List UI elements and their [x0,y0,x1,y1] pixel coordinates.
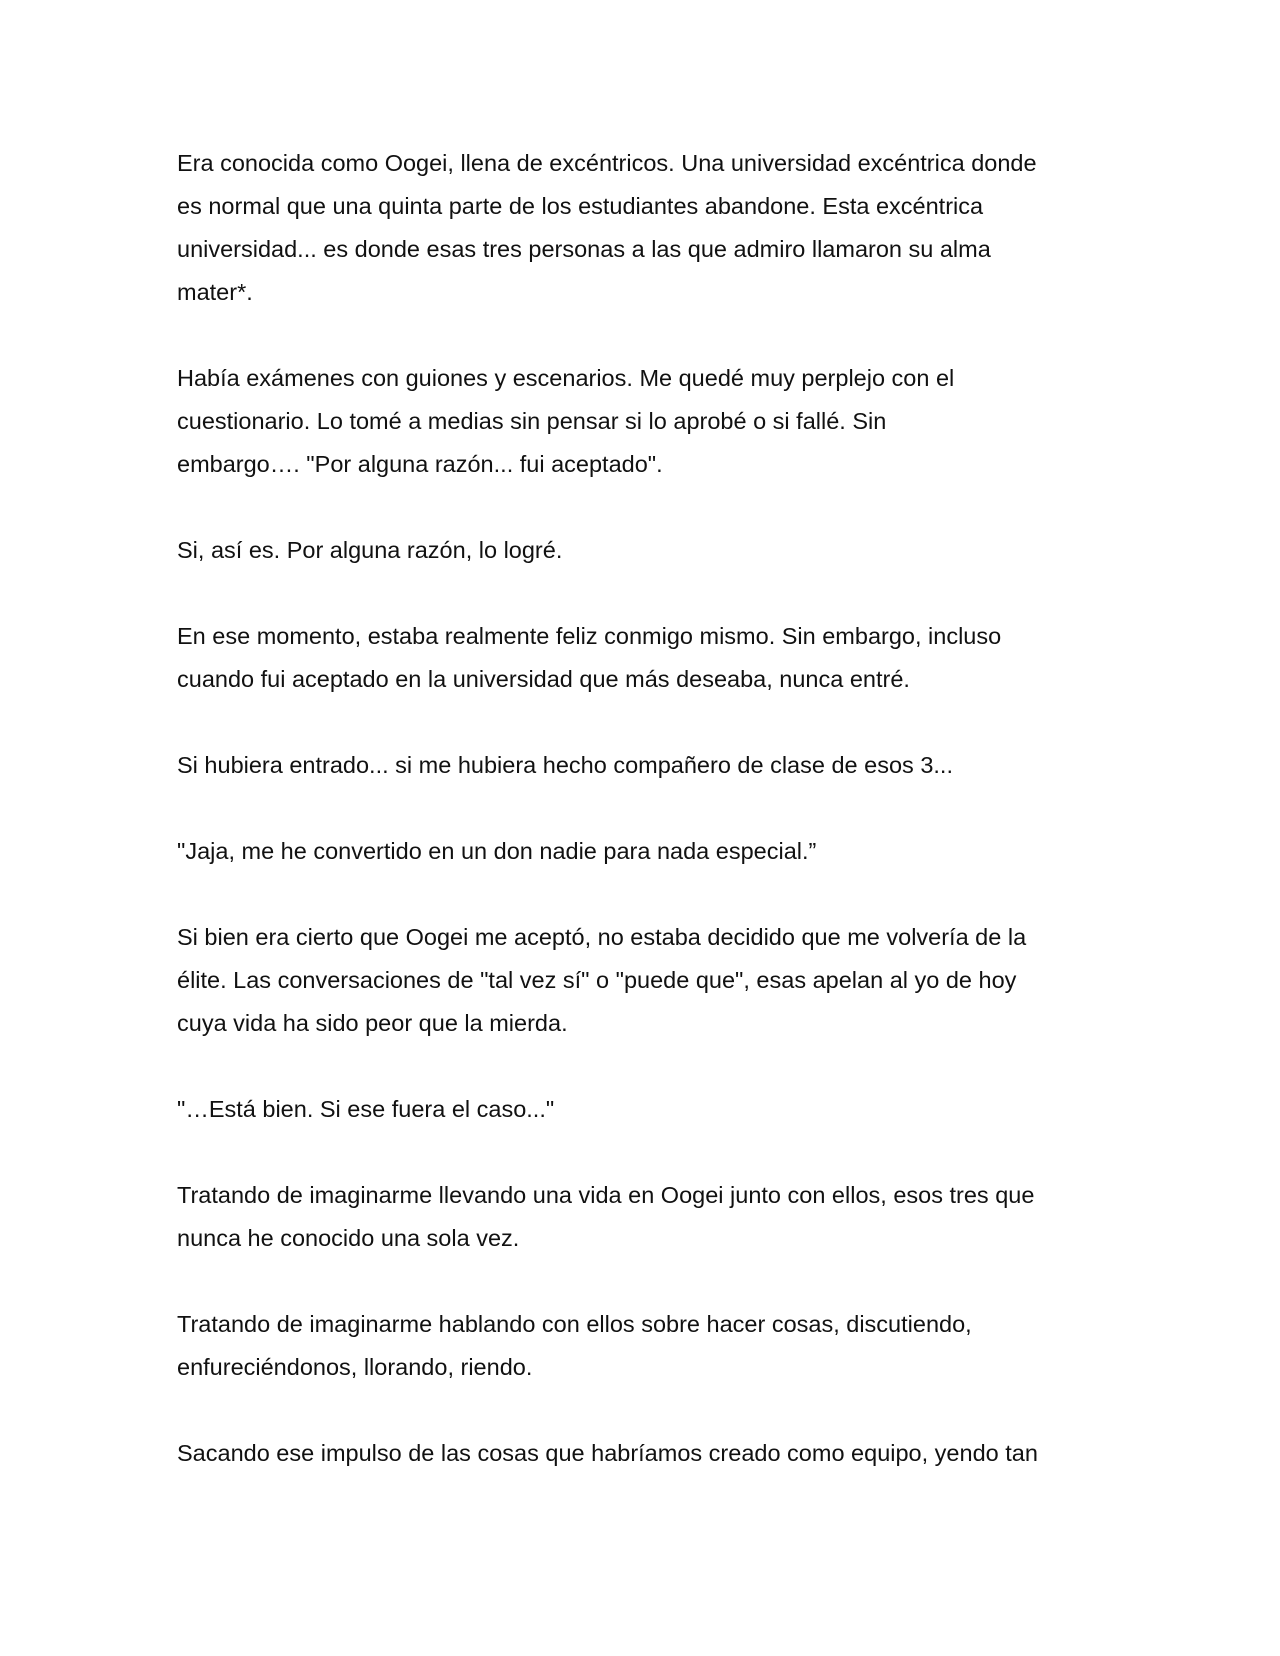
paragraph [177,615,1112,701]
text-line: Si bien era cierto que Oogei me aceptó, no estaba decidido que me volvería de la [177,924,1027,950]
text-line: mater*. [177,279,253,305]
text-line: élite. Las conversaciones de "tal vez sí" o "puede que", esas apelan al yo de hoy [177,967,1017,993]
text-line: embargo…. "Por alguna razón... fui aceptado". [177,451,663,477]
text-line: nunca he conocido una sola vez. [177,1225,520,1251]
text-line: enfureciéndonos, llorando, riendo. [177,1354,533,1380]
text-line: En ese momento, estaba realmente feliz conmigo mismo. Sin embargo, incluso [177,623,1002,649]
paragraph [177,916,1112,1045]
text-line: cuando fui aceptado en la universidad que más deseaba, nunca entré. [177,666,910,692]
paragraph [177,1174,1112,1260]
text-line: es normal que una quinta parte de los estudiantes abandone. Esta excéntrica [177,193,984,219]
paragraph [177,744,1112,787]
text-line: Sacando ese impulso de las cosas que habríamos creado como equipo, yendo tan [177,1440,1038,1466]
text-line: "…Está bien. Si ese fuera el caso..." [177,1096,555,1122]
paragraph [177,142,1112,314]
paragraph [177,1432,1112,1475]
document-body [177,142,1112,1518]
text-line: Era conocida como Oogei, llena de excéntricos. Una universidad excéntrica donde [177,150,1037,176]
text-line: Tratando de imaginarme hablando con ellos sobre hacer cosas, discutiendo, [177,1311,972,1337]
text-line: cuestionario. Lo tomé a medias sin pensar si lo aprobé o si fallé. Sin [177,408,887,434]
paragraph [177,830,1112,873]
text-line: Tratando de imaginarme llevando una vida en Oogei junto con ellos, esos tres que [177,1182,1035,1208]
text-line: "Jaja, me he convertido en un don nadie para nada especial.” [177,838,817,864]
paragraph [177,1303,1112,1389]
text-line: Había exámenes con guiones y escenarios. Me quedé muy perplejo con el [177,365,955,391]
text-line: Si, así es. Por alguna razón, lo logré. [177,537,563,563]
paragraph [177,1088,1112,1131]
paragraph [177,529,1112,572]
text-line: cuya vida ha sido peor que la mierda. [177,1010,568,1036]
text-line: universidad... es donde esas tres personas a las que admiro llamaron su alma [177,236,991,262]
text-line: Si hubiera entrado... si me hubiera hecho compañero de clase de esos 3... [177,752,953,778]
paragraph [177,357,1112,486]
